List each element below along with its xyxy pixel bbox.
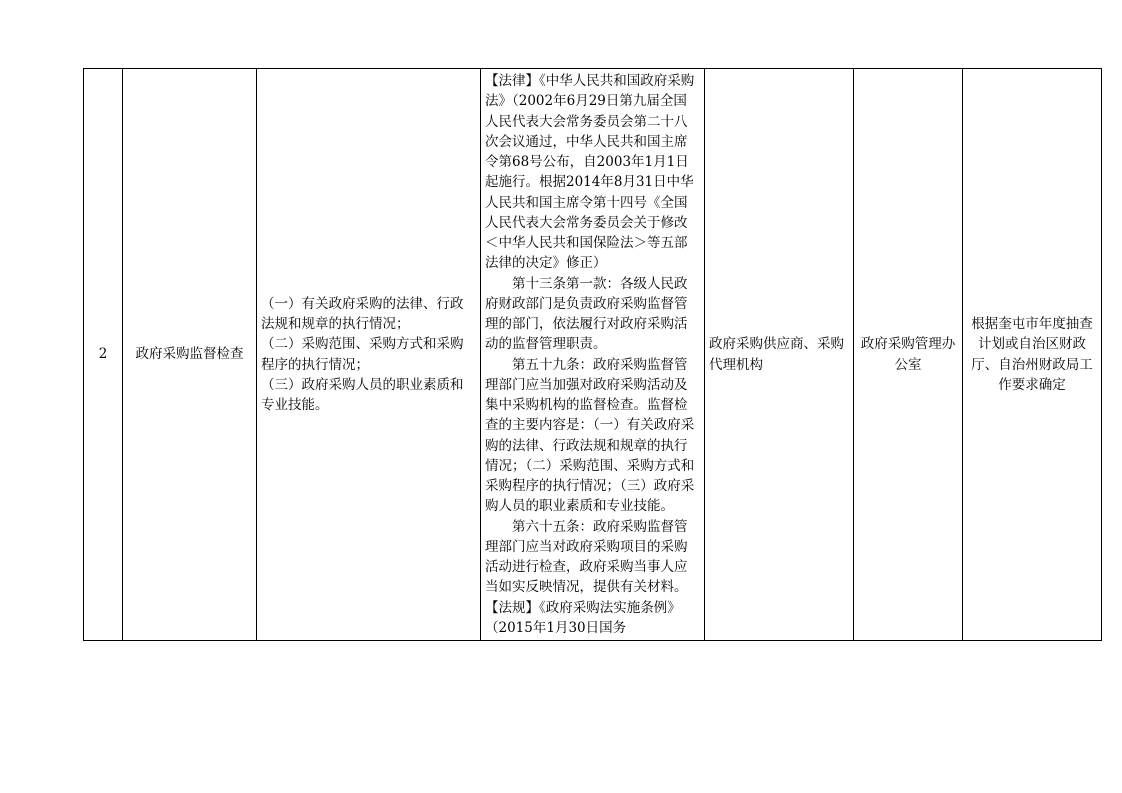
inspection-content-line-2: （二）采购范围、采购方式和采购程序的执行情况； xyxy=(261,336,464,373)
table-row xyxy=(84,69,1102,641)
legal-basis-paragraph-4: 第六十五条：政府采购监督管理部门应当对政府采购项目的采购活动进行检查，政府采购当事人应当如实反映情况，提供有关材料。 xyxy=(485,518,688,596)
legal-basis-paragraph-3: 第五十九条：政府采购监督管理部门应当加强对政府采购活动及集中采购机构的监督检查。监督检查的主要内容是：（一）有关政府采购的法律、行政法规和规章的执行情况；（二）采购范围、采购方式和采购程序的执行情况；（三）政府采购人员的职业素质和专业技能。 xyxy=(485,356,695,515)
responsible-department-cell: 政府采购管理办公室 xyxy=(854,69,963,641)
inspection-content-cell xyxy=(257,69,481,641)
row-number-cell: 2 xyxy=(84,69,123,641)
legal-basis-cell xyxy=(481,69,705,641)
inspection-object-cell: 政府采购供应商、采购代理机构 xyxy=(705,69,854,641)
inspection-frequency-cell: 根据奎屯市年度抽查计划或自治区财政厅、自治州财政局工作要求确定 xyxy=(963,69,1102,641)
legal-basis-paragraph-1: 【法律】《中华人民共和国政府采购法》（2002年6月29日第九届全国人民代表大会常务委员会第二十八次会议通过，中华人民共和国主席令第68号公布，自2003年1月1日起施行。根据2014年8月31日中华人民共和国主席令第十四号《全国人民代表大会常务委员会关于修改＜中华人民共和国保险法＞等五部法律的决定》修正） xyxy=(485,73,695,272)
legal-basis-paragraph-5: 【法规】《政府采购法实施条例》（2015年1月30日国务 xyxy=(485,599,681,636)
inspection-item-cell: 政府采购监督检查 xyxy=(123,69,257,641)
inspection-content-line-3: （三）政府采购人员的职业素质和专业技能。 xyxy=(261,376,464,413)
inspection-items-table xyxy=(83,68,1102,641)
legal-basis-paragraph-2: 第十三条第一款：各级人民政府财政部门是负责政府采购监督管理的部门，依法履行对政府采购活动的监督管理职责。 xyxy=(485,275,688,353)
inspection-content-line-1: （一）有关政府采购的法律、行政法规和规章的执行情况； xyxy=(261,295,464,332)
